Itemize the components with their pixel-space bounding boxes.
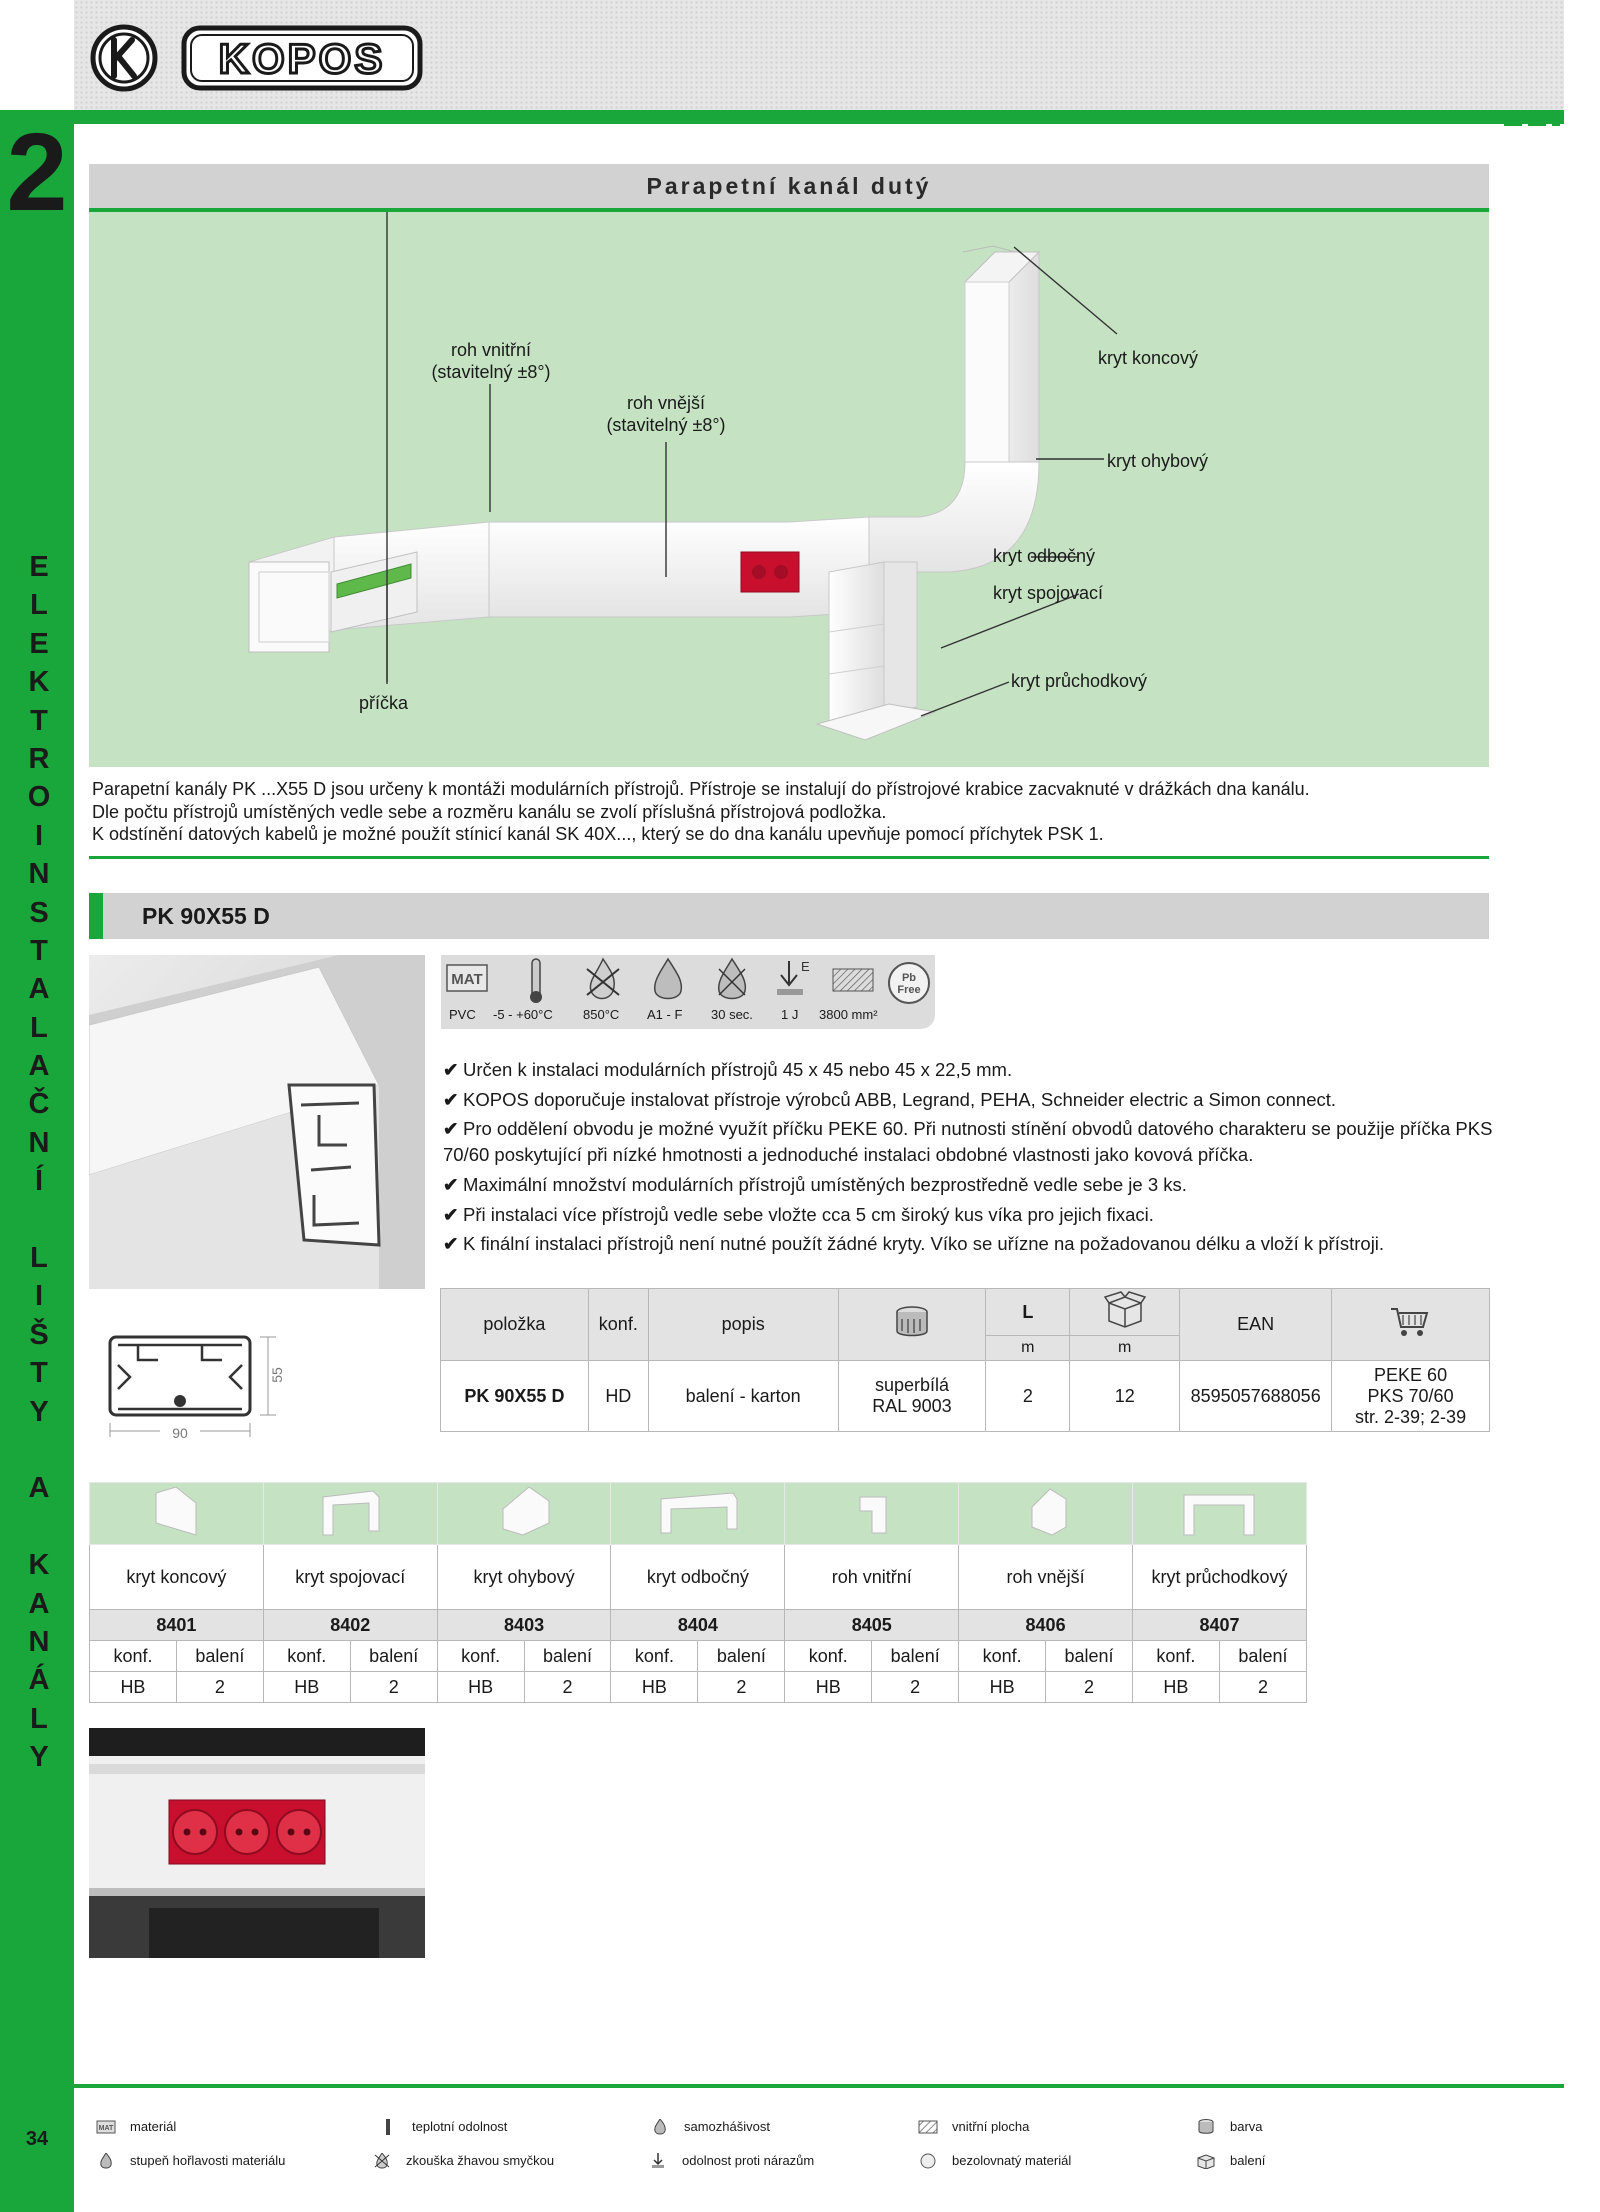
accessory-baleni: 2 bbox=[698, 1672, 785, 1703]
accessory-image-roh-vnejsi bbox=[959, 1483, 1133, 1545]
sub-header-konf: konf. bbox=[959, 1641, 1046, 1672]
flame-drop-icon bbox=[633, 955, 703, 1005]
accessory-image-kryt-odbocny bbox=[611, 1483, 785, 1545]
logo-wordmark: KOPOS bbox=[218, 35, 386, 82]
sidebar-letter: N bbox=[28, 858, 50, 891]
header-accessory bbox=[1332, 1289, 1490, 1361]
box-icon bbox=[1196, 2153, 1216, 2169]
callout-label: roh vnitřní bbox=[450, 340, 532, 360]
accessories-table bbox=[89, 1482, 1307, 1703]
section-title-bar bbox=[89, 164, 1489, 212]
header-baleni-unit: m bbox=[1070, 1336, 1180, 1361]
property-label: A1 - F bbox=[647, 1007, 683, 1022]
accessory-name: kryt spojovací bbox=[263, 1545, 437, 1610]
accessory-konf: HB bbox=[785, 1672, 872, 1703]
sub-header-konf: konf. bbox=[611, 1641, 698, 1672]
header-baleni bbox=[1070, 1289, 1180, 1336]
callout-kryt-koncovy: kryt koncový bbox=[1098, 348, 1199, 368]
sub-header-baleni: balení bbox=[524, 1641, 611, 1672]
sub-header-baleni: balení bbox=[1046, 1641, 1133, 1672]
hatch-area-icon bbox=[819, 955, 889, 1005]
property-glow-wire bbox=[573, 955, 633, 1029]
accessory-baleni: 2 bbox=[1046, 1672, 1133, 1703]
self-extinguish-icon bbox=[650, 2119, 670, 2135]
svg-text:MAT: MAT bbox=[98, 2124, 114, 2132]
cell-polozka: PK 90X55 D bbox=[441, 1361, 589, 1432]
sidebar-letter: L bbox=[30, 589, 48, 622]
callout-roh-vnejsi bbox=[586, 392, 746, 436]
accessory-name: kryt odbočný bbox=[611, 1545, 785, 1610]
accessory-code: 8404 bbox=[611, 1610, 785, 1641]
branch-cover-icon bbox=[653, 1483, 743, 1539]
flame-drop-icon bbox=[96, 2153, 116, 2169]
accessory-image-kryt-koncovy bbox=[90, 1483, 264, 1545]
header-ean: EAN bbox=[1180, 1289, 1332, 1361]
legend-item bbox=[96, 2118, 176, 2135]
accessory-konf: HB bbox=[437, 1672, 524, 1703]
mat-icon bbox=[96, 2119, 116, 2135]
section-divider bbox=[89, 856, 1489, 859]
description-text bbox=[92, 778, 1492, 846]
joint-cover-icon bbox=[315, 1483, 385, 1539]
page-number: 34 bbox=[25, 2128, 49, 2150]
accessory-konf: HB bbox=[1132, 1672, 1219, 1703]
accessory-code: 8401 bbox=[90, 1610, 264, 1641]
accessory-name: roh vnější bbox=[959, 1545, 1133, 1610]
sidebar-letter: N bbox=[28, 1126, 50, 1159]
callout-kryt-spojovaci: kryt spojovací bbox=[993, 583, 1104, 603]
glow-wire-icon bbox=[372, 2153, 392, 2169]
impact-icon bbox=[648, 2153, 668, 2169]
feature-text: KOPOS doporučuje instalovat přístroje výrobců ABB, Legrand, PEHA, Schneider electric a Simon connect. bbox=[463, 1088, 1337, 1110]
callout-note: (stavitelný ±8°) bbox=[606, 415, 726, 435]
property-self-extinguish bbox=[697, 955, 767, 1029]
channel-illustration bbox=[89, 212, 1489, 767]
accessory-name: kryt koncový bbox=[90, 1545, 264, 1610]
sidebar-letter: A bbox=[28, 1050, 50, 1083]
accessory-line: PKS 70/60 bbox=[1367, 1385, 1454, 1406]
sub-header-konf: konf. bbox=[785, 1641, 872, 1672]
feature-text: Pro oddělení obvodu je možné využít příčku PEKE 60. Při nutnosti stínění obvodů datového charakteru se použije příčka PKS 70/60 poskytující při nízké hmotnosti a jednoduché instalaci obdobné vlastnosti jako kovová příčka. bbox=[443, 1118, 1493, 1165]
sidebar-letter: E bbox=[29, 627, 49, 660]
header-konf: konf. bbox=[588, 1289, 648, 1361]
sidebar-letter: Y bbox=[29, 1395, 49, 1428]
thermometer-icon bbox=[378, 2119, 398, 2135]
legend-label: teplotní odolnost bbox=[412, 2119, 508, 2135]
accessory-name: roh vnitřní bbox=[785, 1545, 959, 1610]
pb-free-icon bbox=[885, 955, 935, 1005]
dimension-height: 55 bbox=[269, 1367, 285, 1383]
property-pb-free bbox=[885, 955, 935, 1029]
properties-icon-strip bbox=[441, 955, 935, 1029]
sidebar-letter bbox=[14, 1431, 64, 1469]
legend-label: samozhášivost bbox=[684, 2119, 770, 2135]
accessory-name: kryt ohybový bbox=[437, 1545, 611, 1610]
feature-list bbox=[443, 1055, 1493, 1259]
feature-text: Určen k instalaci modulárních přístrojů 45 x 45 nebo 45 x 22,5 mm. bbox=[463, 1059, 1013, 1080]
sidebar-letter bbox=[14, 1508, 64, 1546]
legend-item bbox=[918, 2118, 1029, 2135]
cell-accessories bbox=[1332, 1361, 1490, 1432]
accessory-code: 8403 bbox=[437, 1610, 611, 1641]
sidebar-letter: T bbox=[30, 704, 48, 737]
sidebar-letter: A bbox=[28, 1587, 50, 1620]
cell-baleni: 12 bbox=[1070, 1361, 1180, 1432]
accessory-baleni: 2 bbox=[872, 1672, 959, 1703]
sidebar-letter: E bbox=[29, 551, 49, 583]
outer-corner-icon bbox=[1016, 1483, 1076, 1539]
accessory-konf: HB bbox=[611, 1672, 698, 1703]
property-label: 30 sec. bbox=[711, 1007, 753, 1022]
callout-kryt-ohybovy: kryt ohybový bbox=[1107, 451, 1209, 471]
color-name: superbílá bbox=[874, 1375, 949, 1395]
callout-roh-vnitrni bbox=[411, 339, 571, 383]
accessory-code: 8402 bbox=[263, 1610, 437, 1641]
accessory-page-ref: str. 2-39; 2-39 bbox=[1355, 1406, 1467, 1427]
bend-cover-icon bbox=[489, 1483, 559, 1539]
product-photo bbox=[89, 955, 425, 1289]
sub-header-baleni: balení bbox=[872, 1641, 959, 1672]
callout-kryt-pruchodkovy: kryt průchodkový bbox=[1011, 671, 1148, 691]
dimension-width: 90 bbox=[160, 1425, 200, 1441]
check-icon: ✔ bbox=[443, 1203, 459, 1225]
sidebar-letter: A bbox=[28, 973, 50, 1006]
header-polozka: položka bbox=[441, 1289, 589, 1361]
callout-pricka: příčka bbox=[359, 693, 409, 713]
self-extinguish-icon bbox=[697, 955, 767, 1005]
accessory-konf: HB bbox=[263, 1672, 350, 1703]
pass-through-cover-icon bbox=[1174, 1483, 1264, 1539]
accessory-baleni: 2 bbox=[524, 1672, 611, 1703]
product-title-bar bbox=[89, 893, 1489, 939]
paint-can-icon bbox=[1196, 2119, 1216, 2135]
header-squares bbox=[1504, 112, 1566, 131]
legend-item bbox=[372, 2152, 554, 2169]
sidebar-letter: L bbox=[30, 1702, 48, 1735]
svg-text:MAT: MAT bbox=[451, 971, 483, 988]
accessory-image-roh-vnitrni bbox=[785, 1483, 959, 1545]
sidebar-letter: R bbox=[28, 742, 50, 775]
feature-item bbox=[443, 1200, 1493, 1230]
property-label: PVC bbox=[449, 1007, 476, 1022]
sidebar-letter: L bbox=[30, 1242, 48, 1275]
color-ral: RAL 9003 bbox=[872, 1396, 952, 1416]
sub-header-baleni: balení bbox=[1219, 1641, 1306, 1672]
legend-item bbox=[650, 2118, 770, 2135]
product-title-accent bbox=[89, 893, 103, 939]
accessory-image-kryt-ohybovy bbox=[437, 1483, 611, 1545]
cell-L: 2 bbox=[986, 1361, 1070, 1432]
sidebar-top bbox=[0, 0, 74, 110]
sub-header-baleni: balení bbox=[698, 1641, 785, 1672]
property-label: 3800 mm² bbox=[819, 1007, 878, 1022]
accessory-code: 8405 bbox=[785, 1610, 959, 1641]
legend-item bbox=[1196, 2152, 1265, 2169]
thermometer-icon bbox=[501, 955, 571, 1005]
accessory-baleni: 2 bbox=[176, 1672, 263, 1703]
chapter-number: 2 bbox=[6, 111, 68, 234]
feature-text: K finální instalaci přístrojů není nutné použít žádné kryty. Víko se uřízne na požadovanou délku a vloží k přístroji. bbox=[463, 1233, 1385, 1254]
paint-can-icon bbox=[892, 1305, 932, 1339]
sidebar-letter: S bbox=[29, 896, 49, 929]
property-impact bbox=[763, 955, 823, 1029]
sidebar-letter: Y bbox=[29, 1741, 49, 1774]
sidebar-letter: I bbox=[34, 1280, 44, 1313]
property-flammability bbox=[633, 955, 703, 1029]
accessory-baleni: 2 bbox=[350, 1672, 437, 1703]
feature-item bbox=[443, 1170, 1493, 1200]
sidebar-letter: K bbox=[28, 1549, 50, 1582]
property-temperature bbox=[493, 955, 571, 1029]
header-popis: popis bbox=[648, 1289, 838, 1361]
legend-item bbox=[648, 2152, 814, 2169]
accessory-konf: HB bbox=[90, 1672, 177, 1703]
sub-header-baleni: balení bbox=[350, 1641, 437, 1672]
product-title: PK 90X55 D bbox=[142, 903, 270, 929]
callout-note: (stavitelný ±8°) bbox=[431, 362, 551, 382]
header-barva bbox=[838, 1289, 986, 1361]
accessory-line: PEKE 60 bbox=[1374, 1364, 1448, 1385]
sidebar-letter: A bbox=[28, 1472, 50, 1505]
accessory-konf: HB bbox=[959, 1672, 1046, 1703]
property-label: 850°C bbox=[583, 1007, 620, 1022]
impact-icon bbox=[763, 955, 823, 1005]
section-title: Parapetní kanál dutý bbox=[646, 173, 932, 199]
sidebar-letter: Š bbox=[29, 1318, 49, 1351]
description-line: Parapetní kanály PK ...X55 D jsou určeny k montáži modulárních přístrojů. Přístroje se instalují do přístrojové krabice zacvaknuté v drážkách dna kanálu. bbox=[92, 779, 1310, 799]
legend-label: balení bbox=[1230, 2153, 1266, 2169]
cell-barva bbox=[838, 1361, 986, 1432]
cell-konf: HD bbox=[588, 1361, 648, 1432]
svg-text:Pb: Pb bbox=[901, 972, 917, 984]
accessory-code: 8406 bbox=[959, 1610, 1133, 1641]
legend-label: zkouška žhavou smyčkou bbox=[406, 2153, 555, 2169]
impact-energy-badge: E bbox=[801, 959, 810, 974]
header-green-line bbox=[74, 110, 1564, 124]
feature-item bbox=[443, 1055, 1493, 1085]
description-line: K odstínění datových kabelů je možné použít stínicí kanál SK 40X..., který se do dna kanálu upevňuje pomocí příchytek PSK 1. bbox=[92, 824, 1104, 844]
legend-item bbox=[1196, 2118, 1263, 2135]
legend-item bbox=[918, 2152, 1071, 2169]
end-cap-icon bbox=[146, 1483, 206, 1539]
legend-item bbox=[96, 2152, 285, 2169]
legend-item bbox=[378, 2118, 507, 2135]
pb-free-icon bbox=[918, 2153, 938, 2169]
hatch-area-icon bbox=[918, 2119, 938, 2135]
sidebar-letter: Č bbox=[28, 1088, 50, 1121]
legend-label: vnitřní plocha bbox=[952, 2119, 1030, 2135]
feature-item bbox=[443, 1229, 1493, 1259]
installation-photo bbox=[89, 1728, 425, 1958]
cross-section-drawing bbox=[100, 1325, 290, 1445]
callout-kryt-odbocny: kryt odbočný bbox=[993, 546, 1096, 566]
sidebar-letter: Í bbox=[34, 1165, 44, 1198]
feature-text: Maximální množství modulárních přístrojů umístěných bezprostředně vedle sebe je 3 ks. bbox=[463, 1174, 1187, 1195]
callout-label: roh vnější bbox=[626, 393, 706, 413]
sidebar-letter: K bbox=[28, 666, 50, 699]
sub-header-konf: konf. bbox=[263, 1641, 350, 1672]
header-L: L bbox=[986, 1289, 1070, 1336]
check-icon: ✔ bbox=[443, 1088, 459, 1110]
feature-item bbox=[443, 1085, 1493, 1115]
sidebar-letter: T bbox=[30, 1357, 48, 1390]
legend-label: barva bbox=[1230, 2119, 1263, 2135]
header-L-unit: m bbox=[986, 1336, 1070, 1361]
legend-label: materiál bbox=[130, 2119, 177, 2135]
property-label: 1 J bbox=[781, 1007, 799, 1022]
kopos-logo bbox=[88, 22, 428, 94]
feature-item bbox=[443, 1116, 1493, 1168]
cell-popis: balení - karton bbox=[648, 1361, 838, 1432]
accessory-code: 8407 bbox=[1132, 1610, 1306, 1641]
sidebar-letter: N bbox=[28, 1625, 50, 1658]
check-icon: ✔ bbox=[443, 1233, 459, 1254]
glow-wire-icon bbox=[573, 955, 633, 1005]
legend-label: stupeň hořlavosti materiálu bbox=[130, 2153, 286, 2169]
sub-header-konf: konf. bbox=[90, 1641, 177, 1672]
inner-corner-icon bbox=[842, 1483, 902, 1539]
property-inner-area bbox=[819, 955, 889, 1029]
cell-ean: 8595057688056 bbox=[1180, 1361, 1332, 1432]
legend-divider bbox=[74, 2084, 1564, 2088]
box-icon bbox=[1103, 1291, 1147, 1329]
check-icon: ✔ bbox=[443, 1174, 459, 1195]
check-icon: ✔ bbox=[443, 1118, 459, 1139]
feature-text: Při instalaci více přístrojů vedle sebe vložte cca 5 cm široký kus víka pro jejich fixaci. bbox=[463, 1203, 1154, 1225]
sidebar-vertical-title bbox=[14, 548, 64, 1777]
accessory-image-kryt-pruchodkovy bbox=[1132, 1483, 1306, 1545]
sub-header-konf: konf. bbox=[437, 1641, 524, 1672]
sidebar-letter: T bbox=[30, 934, 48, 967]
legend-label: odolnost proti nárazům bbox=[682, 2153, 815, 2169]
cart-icon bbox=[1389, 1303, 1433, 1341]
product-spec-table bbox=[440, 1288, 1490, 1432]
property-label: -5 - +60°C bbox=[493, 1007, 553, 1022]
accessory-image-kryt-spojovaci bbox=[263, 1483, 437, 1545]
legend-label: bezolovnatý materiál bbox=[952, 2153, 1072, 2169]
sidebar-letter: O bbox=[27, 781, 51, 814]
accessory-name: kryt průchodkový bbox=[1132, 1545, 1306, 1610]
sub-header-konf: konf. bbox=[1132, 1641, 1219, 1672]
sidebar-letter: I bbox=[34, 819, 44, 852]
svg-text:Free: Free bbox=[897, 984, 921, 996]
check-icon: ✔ bbox=[443, 1059, 459, 1080]
sidebar-letter bbox=[14, 1201, 64, 1239]
sidebar-letter: L bbox=[30, 1011, 48, 1044]
accessory-baleni: 2 bbox=[1219, 1672, 1306, 1703]
table-row bbox=[441, 1361, 1490, 1432]
sidebar-letter: Á bbox=[28, 1664, 50, 1697]
description-line: Dle počtu přístrojů umístěných vedle sebe a rozměru kanálu se zvolí příslušná přístrojová podložka. bbox=[92, 801, 887, 822]
sub-header-baleni: balení bbox=[176, 1641, 263, 1672]
